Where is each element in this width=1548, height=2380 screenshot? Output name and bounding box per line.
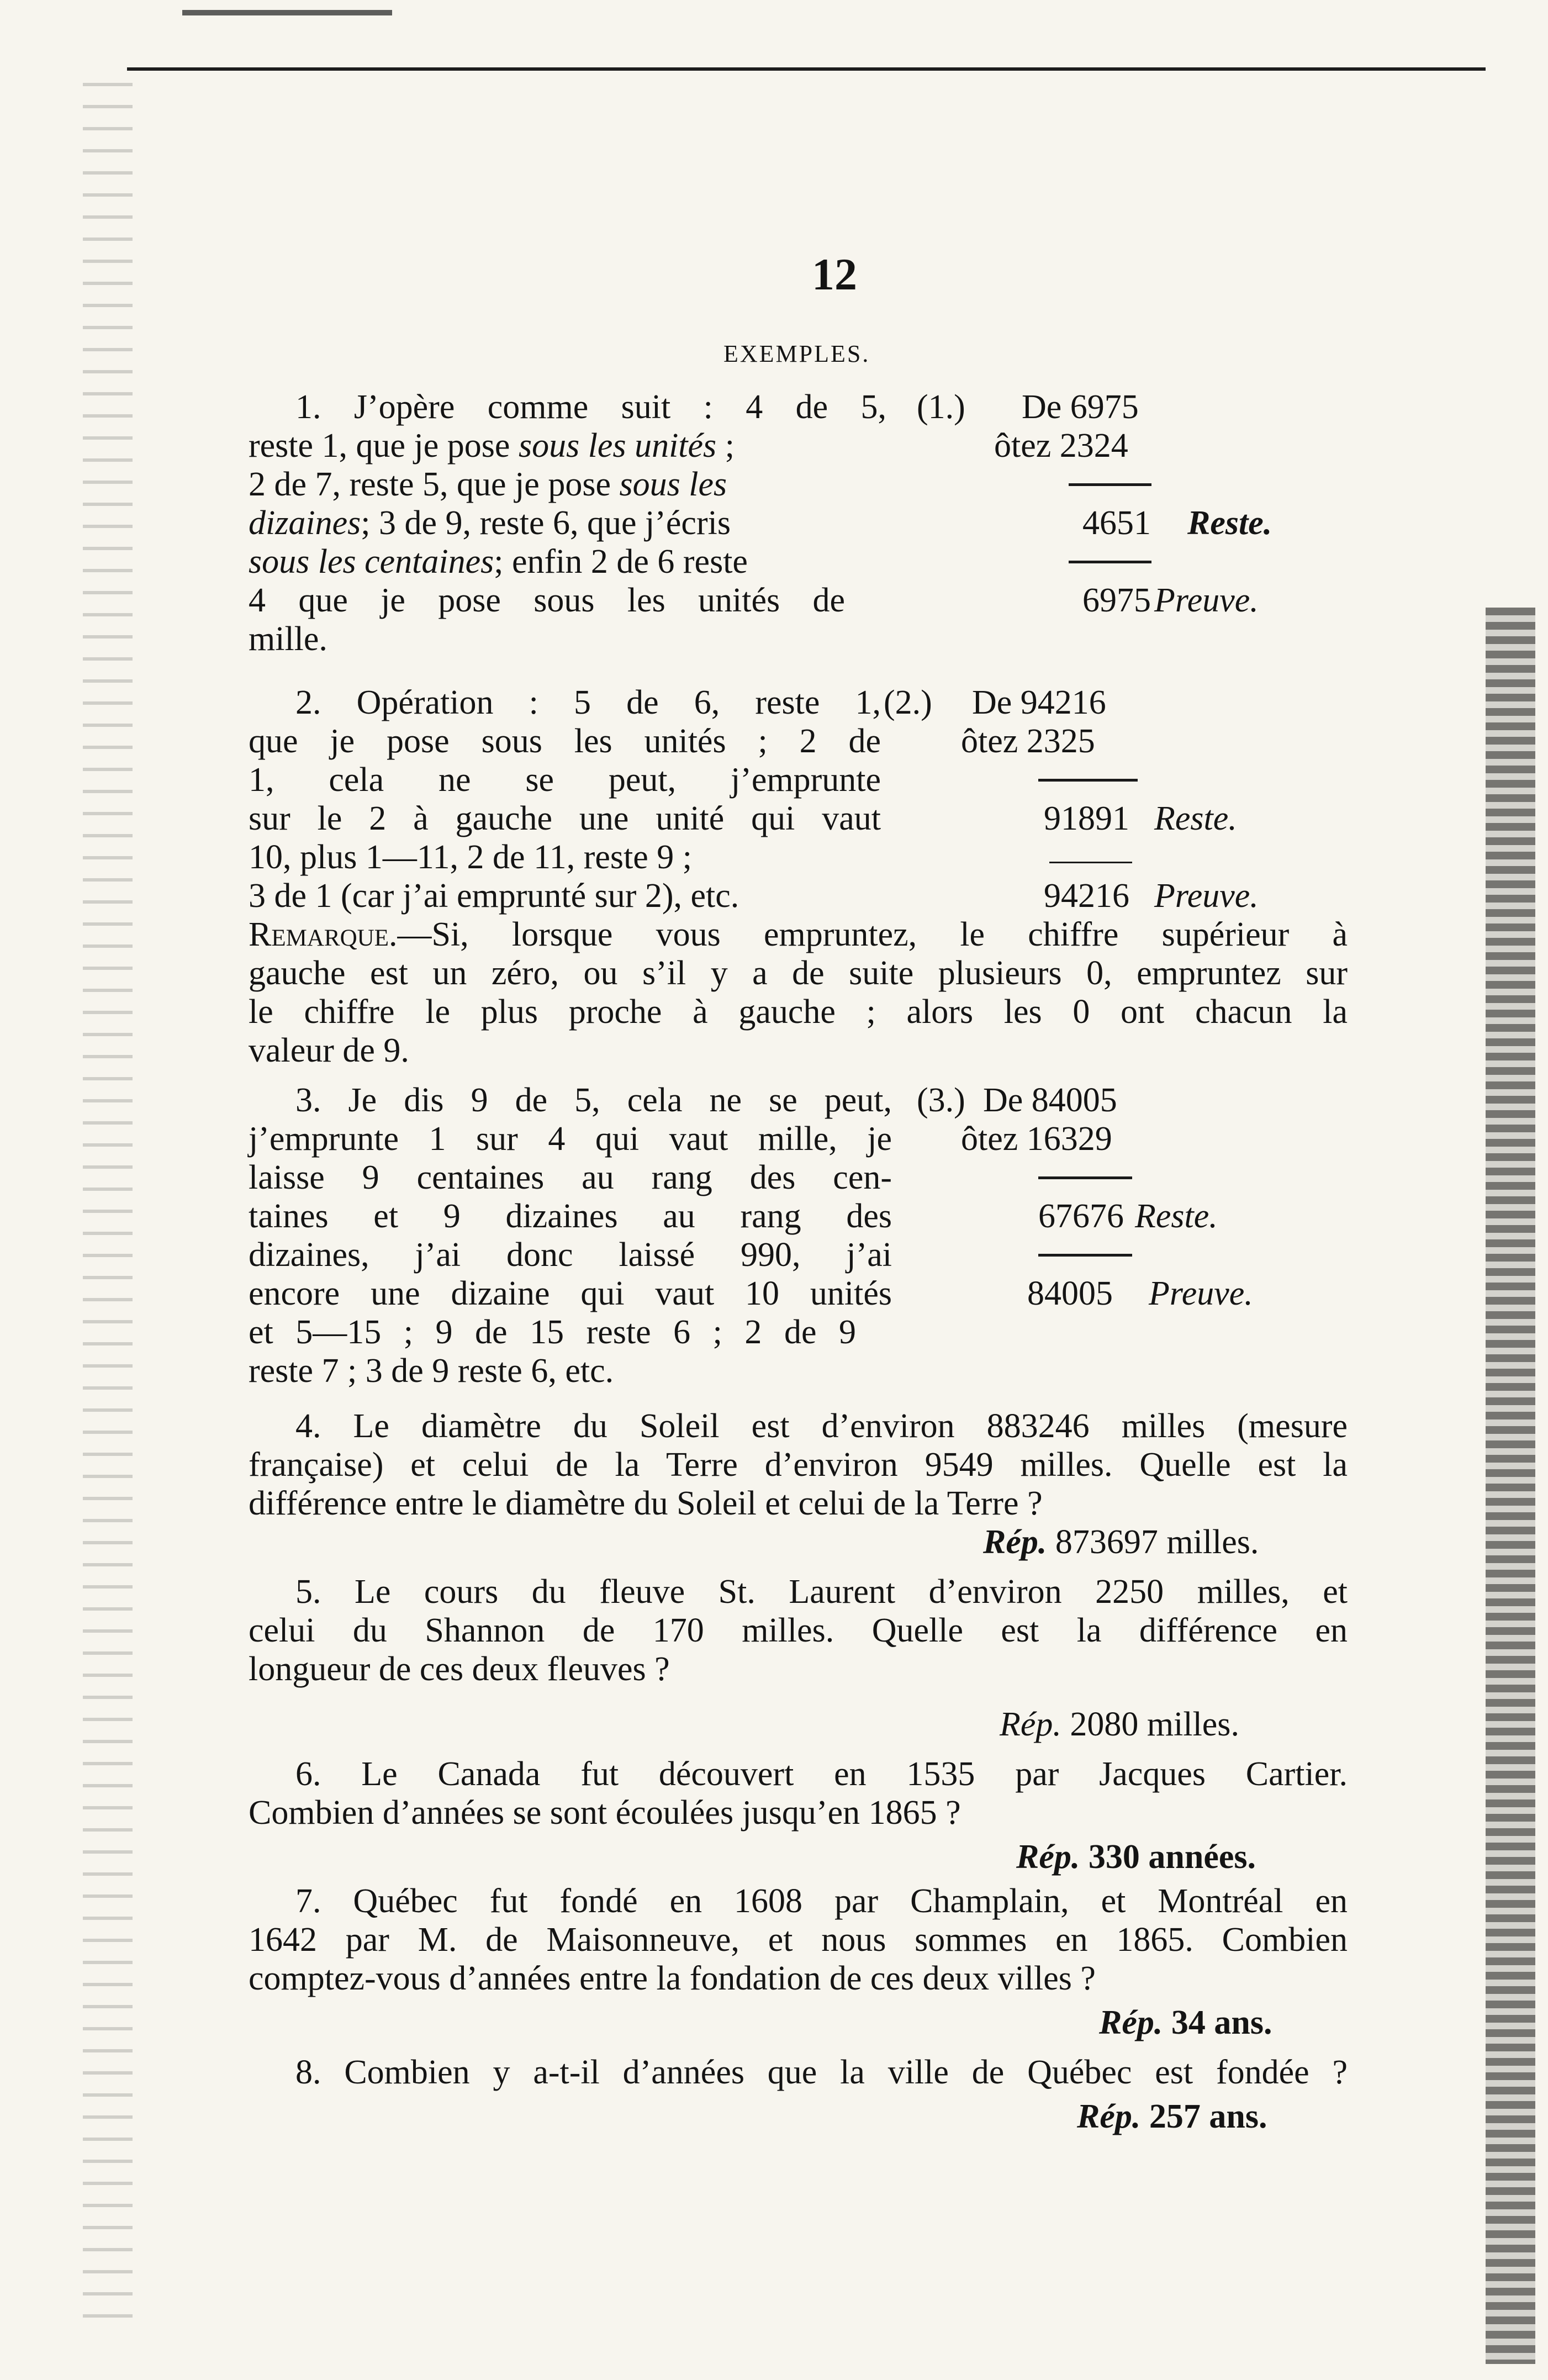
example3-line: et 5—15 ; 9 de 15 reste 6 ; 2 de 9	[249, 1313, 856, 1351]
calc3-proof: 84005	[1027, 1275, 1113, 1312]
calc1-rule	[1069, 483, 1151, 486]
calc2-rule	[1038, 779, 1138, 782]
calc2-index: (2.)	[884, 684, 932, 721]
example3-line: encore une dizaine qui vaut 10 unités	[249, 1275, 892, 1312]
example2-line: 10, plus 1—11, 2 de 11, reste 9 ;	[249, 838, 693, 876]
problem-line: 8. Combien y a-t-il d’années que la ville de Québec est fondée ?	[295, 2054, 1348, 2091]
example1-line: sous les centaines; enfin 2 de 6 reste	[249, 543, 748, 581]
section-heading: EXEMPLES.	[723, 340, 870, 367]
calc3-preuve-label: Preuve.	[1149, 1275, 1253, 1312]
answer-label: Rép.	[1099, 2004, 1163, 2041]
calc1-remainder: 4651	[1082, 504, 1151, 542]
answer-line	[1099, 2003, 1272, 2042]
calc1-preuve-label: Preuve.	[1154, 582, 1259, 619]
answer-line	[1016, 1838, 1256, 1876]
calc3-subtrahend: ôtez 16329	[961, 1120, 1112, 1158]
example2-line: que je pose sous les unités ; 2 de	[249, 722, 881, 760]
answer-line	[1077, 2097, 1267, 2136]
answer-label: Rép.	[1016, 1838, 1080, 1876]
problem-line: Combien d’années se sont écoulées jusqu’en 1865 ?	[249, 1794, 961, 1832]
example1-line: 4 que je pose sous les unités de	[249, 582, 845, 619]
calc1-rule	[1069, 561, 1151, 563]
calc1-index: (1.)	[917, 388, 965, 426]
example3-line: dizaines, j’ai donc laissé 990, j’ai	[249, 1236, 892, 1274]
calc2-reste-label: Reste.	[1154, 800, 1237, 837]
calc2-minuend: De 94216	[972, 684, 1106, 721]
scan-smudge	[182, 10, 392, 15]
problem-line: 1642 par M. de Maisonneuve, et nous sommes en 1865. Combien	[249, 1921, 1348, 1959]
example3-line: taines et 9 dizaines au rang des	[249, 1197, 892, 1235]
example2-line: sur le 2 à gauche une unité qui vaut	[249, 800, 881, 837]
answer-label: Rép.	[1000, 1706, 1061, 1743]
calc3-remainder: 67676	[1038, 1197, 1124, 1235]
calc3-index: (3.)	[917, 1081, 965, 1119]
example1-line: 2 de 7, reste 5, que je pose sous les	[249, 466, 727, 503]
example2-line: 1, cela ne se peut, j’emprunte	[249, 761, 881, 799]
answer-label: Rép.	[1077, 2098, 1141, 2135]
remark-line: le chiffre le plus proche à gauche ; alors les 0 ont chacun la	[249, 993, 1348, 1031]
example1-line: mille.	[249, 620, 327, 658]
answer-value: 257 ans.	[1149, 2098, 1267, 2135]
calc3-rule	[1038, 1254, 1132, 1257]
remark-line: valeur de 9.	[249, 1032, 409, 1069]
example3-line: j’emprunte 1 sur 4 qui vaut mille, je	[249, 1120, 892, 1158]
calc2-preuve-label: Preuve.	[1154, 877, 1259, 915]
example3-line: reste 7 ; 3 de 9 reste 6, etc.	[249, 1352, 614, 1390]
remark-line: Remarque.—Si, lorsque vous empruntez, le chiffre supérieur à	[249, 916, 1348, 953]
calc1-reste-label: Reste.	[1187, 504, 1272, 542]
example1-line: 1. J’opère comme suit : 4 de 5,	[295, 388, 886, 426]
example2-line: 2. Opération : 5 de 6, reste 1,	[295, 684, 881, 721]
problem-line: 5. Le cours du fleuve St. Laurent d’environ 2250 milles, et	[295, 1573, 1348, 1611]
answer-line	[1000, 1705, 1239, 1744]
calc1-subtrahend: ôtez 2324	[994, 427, 1128, 465]
answer-line	[983, 1523, 1259, 1561]
answer-label: Rép.	[983, 1523, 1047, 1561]
problem-line: 7. Québec fut fondé en 1608 par Champlain, et Montréal en	[295, 1882, 1348, 1920]
page-border-rule	[127, 67, 1486, 71]
answer-value: 873697 milles.	[1055, 1523, 1259, 1561]
problem-line: celui du Shannon de 170 milles. Quelle est la différence en	[249, 1612, 1348, 1649]
answer-value: 330 années.	[1088, 1838, 1256, 1876]
problem-line: différence entre le diamètre du Soleil et celui de la Terre ?	[249, 1485, 1043, 1522]
problem-line: française) et celui de la Terre d’environ 9549 milles. Quelle est la	[249, 1446, 1348, 1484]
problem-line: 4. Le diamètre du Soleil est d’environ 883246 milles (mesure	[295, 1407, 1348, 1445]
problem-line: 6. Le Canada fut découvert en 1535 par Jacques Cartier.	[295, 1755, 1348, 1793]
example3-line: laisse 9 centaines au rang des cen-	[249, 1159, 892, 1196]
problem-line: longueur de ces deux fleuves ?	[249, 1650, 670, 1688]
problem-line: comptez-vous d’années entre la fondation de ces deux villes ?	[249, 1960, 1096, 1997]
calc2-rule	[1049, 862, 1132, 863]
remark-line: gauche est un zéro, ou s’il y a de suite plusieurs 0, empruntez sur	[249, 954, 1348, 992]
calc3-reste-label: Reste.	[1135, 1197, 1218, 1235]
scan-left-edge	[83, 83, 133, 2325]
calc3-minuend: De 84005	[983, 1081, 1117, 1119]
calc3-rule	[1038, 1176, 1132, 1179]
example1-line: dizaines; 3 de 9, reste 6, que j’écris	[249, 504, 731, 542]
answer-value: 2080 milles.	[1070, 1706, 1239, 1743]
calc2-proof: 94216	[1044, 877, 1129, 915]
calc2-subtrahend: ôtez 2325	[961, 722, 1095, 760]
example3-line: 3. Je dis 9 de 5, cela ne se peut,	[295, 1081, 892, 1119]
scan-right-edge	[1486, 608, 1535, 2364]
page-number: 12	[812, 249, 857, 299]
example2-line: 3 de 1 (car j’ai emprunté sur 2), etc.	[249, 877, 739, 915]
calc1-minuend: De 6975	[1022, 388, 1139, 426]
remark-label: Remarque.	[249, 916, 398, 953]
example1-line: reste 1, que je pose sous les unités ;	[249, 427, 735, 465]
answer-value: 34 ans.	[1171, 2004, 1272, 2041]
calc2-remainder: 91891	[1044, 800, 1129, 837]
calc1-proof: 6975	[1082, 582, 1151, 619]
